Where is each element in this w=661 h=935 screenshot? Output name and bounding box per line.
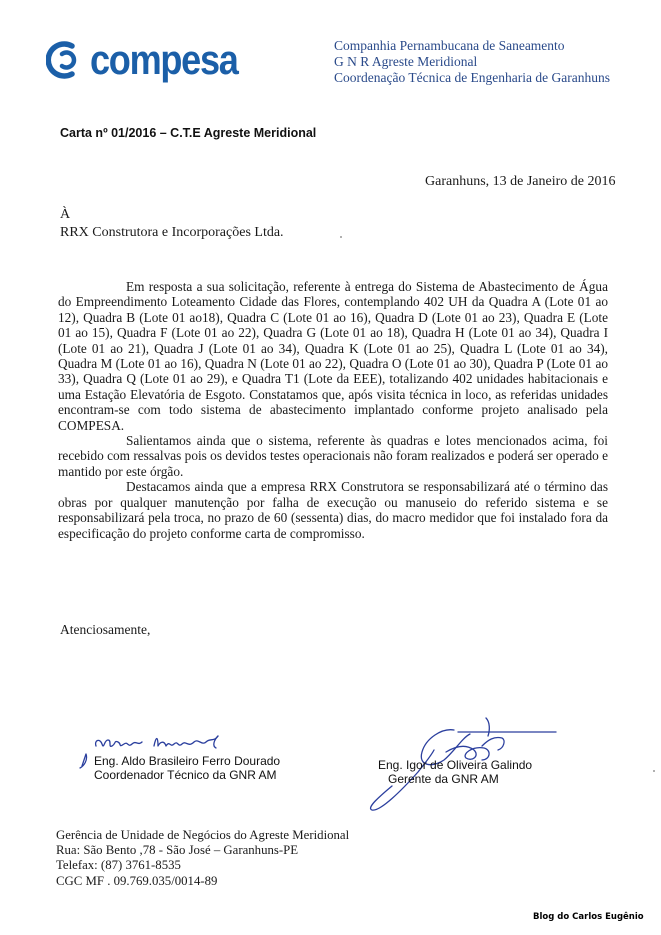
footer-line: Rua: São Bento ,78 - São José – Garanhuns-PE (56, 843, 299, 858)
org-line: Coordenação Técnica de Engenharia de Garanhuns (334, 70, 610, 85)
footer-address (56, 828, 349, 889)
letter-date: Garanhuns, 13 de Janeiro de 2016 (425, 174, 616, 189)
letter-id: Carta nº 01/2016 – C.T.E Agreste Meridional (60, 126, 317, 140)
logo-wordmark: compesa (90, 36, 238, 83)
compesa-logo-icon (46, 40, 86, 80)
org-line: G N R Agreste Meridional (334, 54, 478, 69)
footer-line: Gerência de Unidade de Negócios do Agreste Meridional (56, 828, 350, 842)
signature-block-right (378, 758, 532, 786)
signatory-name: Eng. Aldo Brasileiro Ferro Dourado (94, 754, 281, 768)
company-logo (46, 34, 246, 86)
closing: Atenciosamente, (60, 622, 151, 637)
paper-speck (653, 770, 655, 772)
body-paragraph: Destacamos ainda que a empresa RRX Construtora se responsabilizará até o término das obras por qualquer manutenção por falha de execução ou manuseio do referido sistema e se responsabilizará pela troca, no prazo de 60 (sessenta) dias, do macro medidor que foi instalado fora da especificação do projeto conforme carta de compromisso. (58, 479, 608, 541)
footer-line: Telefax: (87) 3761-8535 (56, 858, 181, 873)
recipient-name: RRX Construtora e Incorporações Ltda. (60, 225, 284, 240)
footer-line: CGC MF . 09.769.035/0014-89 (56, 873, 218, 888)
signatory-role: Coordenador Técnico da GNR AM (94, 768, 277, 782)
letter-body (58, 279, 608, 541)
recipient-prefix: À (60, 207, 71, 222)
body-paragraph: Salientamos ainda que o sistema, referente às quadras e lotes mencionados acima, foi recebido com ressalvas pois os devidos testes operacionais não foram realizados e poderá ser operado e mantido por este órgão. (58, 433, 608, 479)
organization-block (334, 38, 610, 86)
recipient-block (60, 206, 284, 242)
signatory-role: Gerente da GNR AM (388, 772, 499, 786)
signatory-name: Eng. Igor de Oliveira Galindo (378, 758, 533, 772)
paper-speck (340, 236, 342, 238)
signature-block-left (94, 754, 280, 782)
org-line: Companhia Pernambucana de Saneamento (334, 38, 565, 53)
body-paragraph: Em resposta a sua solicitação, referente à entrega do Sistema de Abastecimento de Água do Empreendimento Loteamento Cidade das Flores, contemplando 402 UH da Quadra A (Lote 01 ao 12), Quadra B (Lote 01 ao18), Quadra C (Lote 01 ao 16), Quadra D (Lote 01 ao 23), Quadra E (Lote 01 ao 15), Quadra F (Lote 01 ao 22), Quadra G (Lote 01 ao 18), Quadra H (Lote 01 ao 34), Quadra I (Lote 01 ao 21), Quadra J (Lote 01 ao 34), Quadra K (Lote 01 ao 25), Quadra L (Lote 01 ao 34), Quadra M (Lote 01 ao 16), Quadra N (Lote 01 ao 22), Quadra O (Lote 01 ao 30), Quadra P (Lote 01 ao 33), Quadra Q (Lote 01 ao 29), e Quadra T1 (Lote da EEE), totalizando 402 unidades habitacionais e uma Estação Elevatória de Esgoto. Constatamos que, após visita técnica in loco, as referidas unidades encontram-se com todo sistema de abastecimento implantado conforme projeto analisado pela COMPESA. (58, 279, 608, 433)
blog-watermark: Blog do Carlos Eugênio (533, 912, 644, 922)
